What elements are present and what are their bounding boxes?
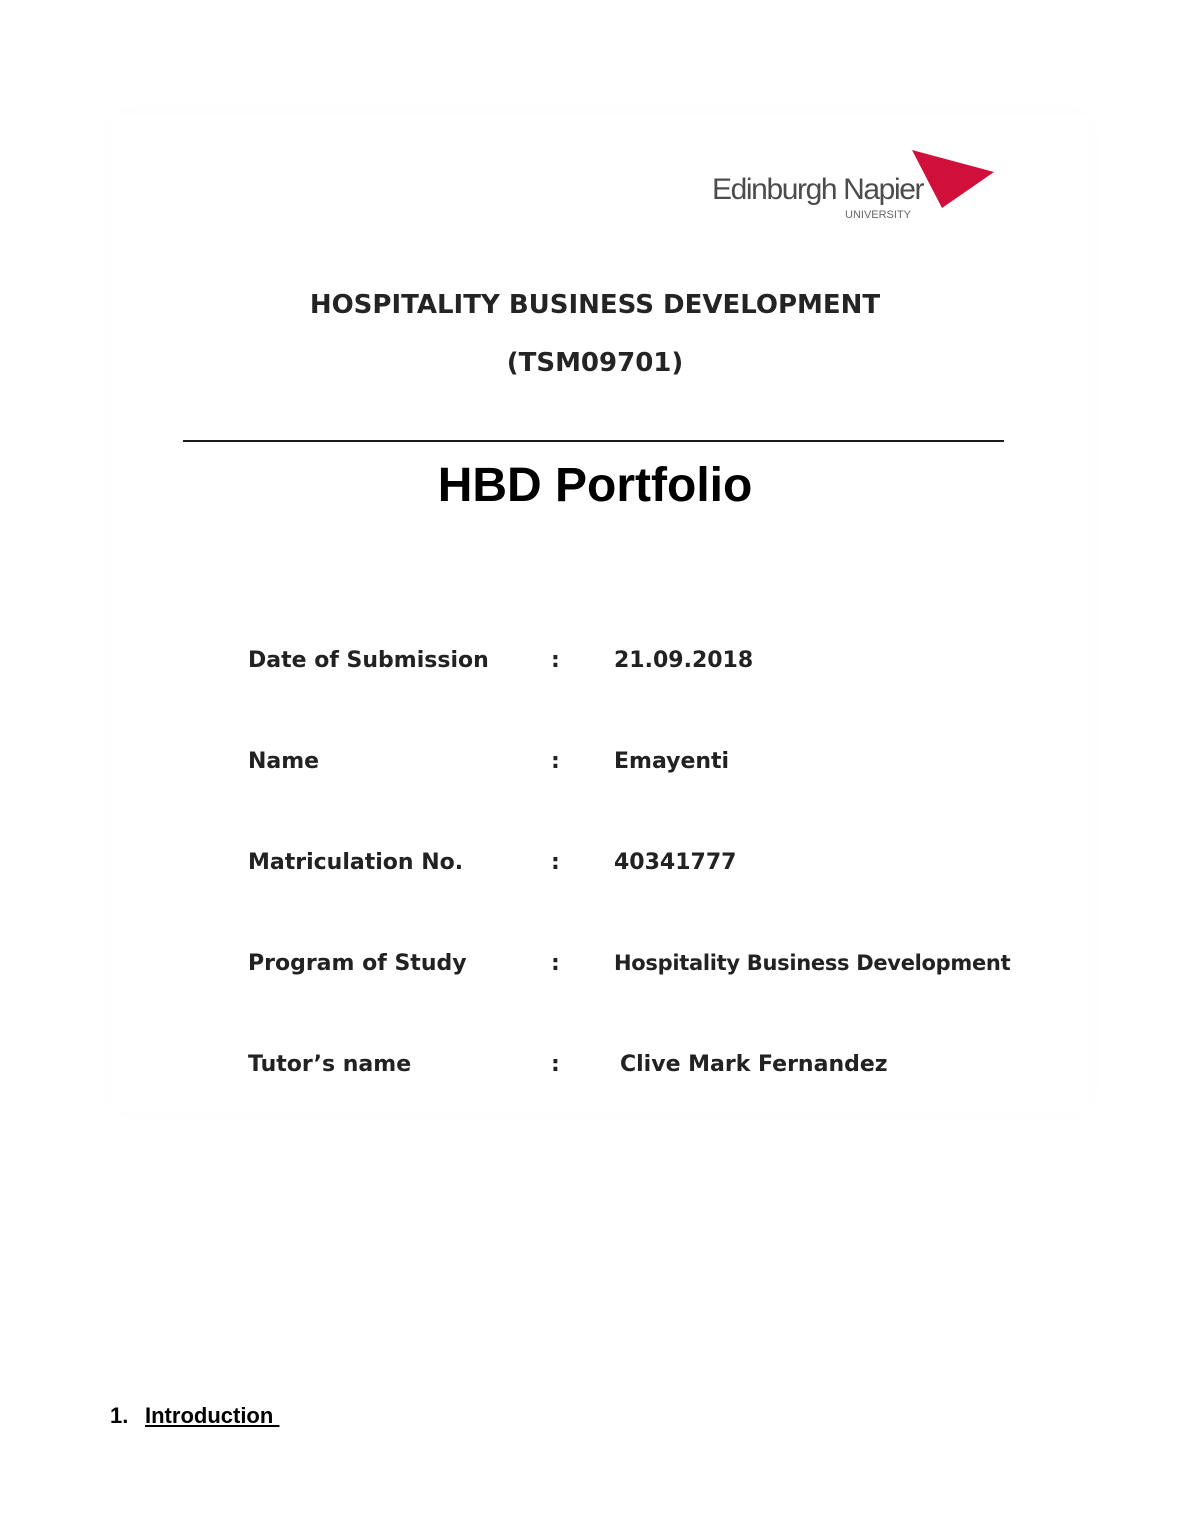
detail-row-matriculation: [248, 850, 1008, 951]
detail-row-date: [248, 648, 1008, 749]
detail-separator: :: [551, 951, 560, 976]
detail-value: Emayenti: [614, 749, 730, 774]
logo-name: Edinburgh Napier: [712, 173, 924, 206]
section-heading: [110, 1403, 279, 1429]
title-divider: [183, 440, 1004, 442]
module-code: (TSM09701): [506, 348, 684, 378]
university-logo: [712, 150, 997, 230]
red-pennant-triangle-icon: [912, 150, 994, 210]
detail-separator: :: [551, 749, 560, 774]
detail-separator: :: [551, 648, 560, 673]
section-title: Introduction: [145, 1403, 280, 1428]
detail-row-tutor: [248, 1052, 1008, 1153]
detail-row-program: [248, 951, 1011, 1052]
detail-value: 21.09.2018: [614, 648, 754, 673]
detail-label: Name: [248, 749, 320, 774]
document-title: HBD Portfolio: [437, 459, 753, 512]
detail-label: Tutor’s name: [248, 1052, 412, 1077]
detail-value: Clive Mark Fernandez: [620, 1052, 888, 1077]
detail-separator: :: [551, 850, 560, 875]
detail-value: 40341777: [614, 850, 737, 875]
detail-row-name: [248, 749, 1008, 850]
detail-label: Matriculation No.: [248, 850, 464, 875]
logo-subtitle: UNIVERSITY: [845, 209, 912, 221]
section-number: 1.: [110, 1403, 129, 1428]
submission-details: [248, 648, 1011, 1153]
detail-label: Date of Submission: [248, 648, 489, 673]
detail-label: Program of Study: [248, 951, 467, 976]
detail-value: Hospitality Business Development: [614, 951, 1011, 975]
detail-separator: :: [551, 1052, 560, 1077]
module-name: HOSPITALITY BUSINESS DEVELOPMENT: [309, 290, 881, 320]
